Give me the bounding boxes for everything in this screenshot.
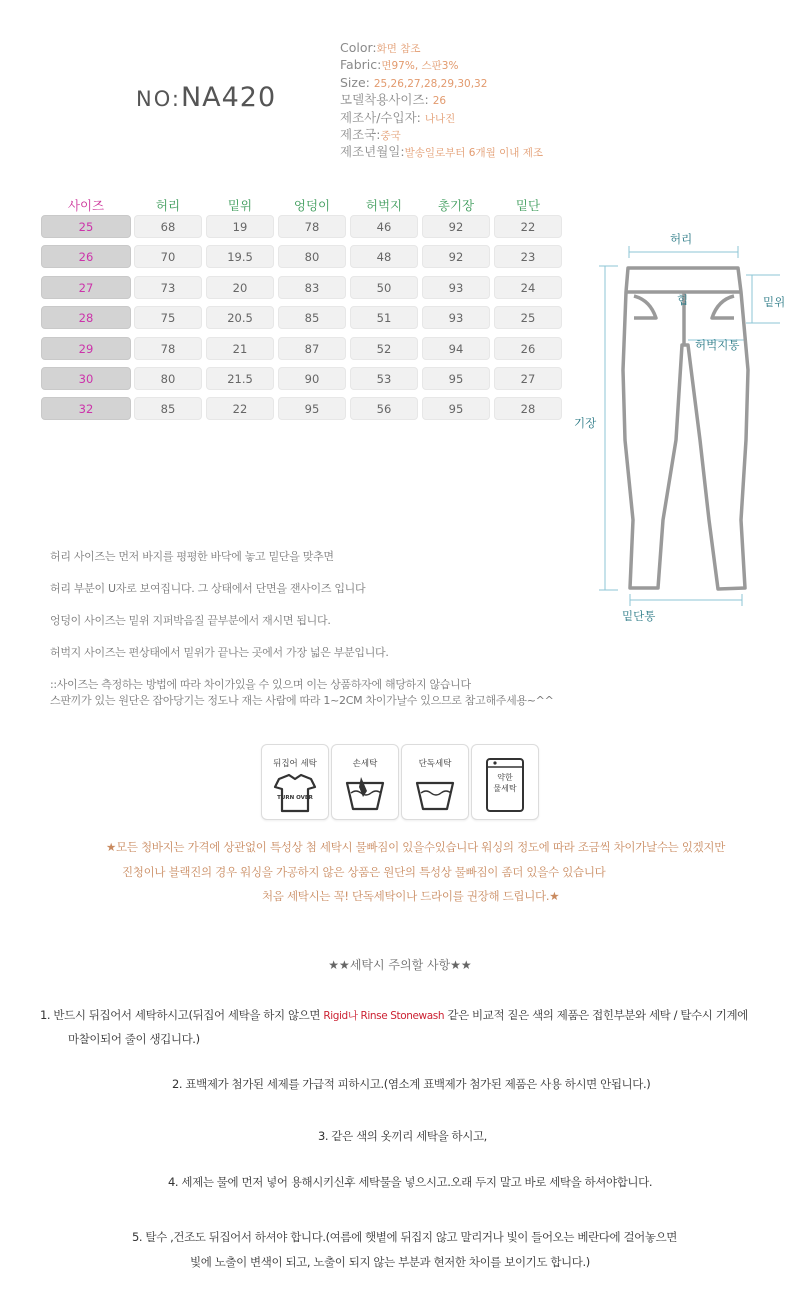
spec-manufacture-date: 제조년월일:발송일로부터 6개월 이내 제조 — [340, 144, 544, 160]
separate-wash-icon — [413, 773, 457, 813]
diagram-label-hem: 밑단통 — [622, 609, 656, 623]
cell-rise: 21.5 — [206, 367, 274, 390]
spec-country: 제조국:중국 — [340, 127, 401, 143]
disclaimer-line-2: 스판끼가 있는 원단은 잡아당기는 정도나 재는 사람에 따라 1~2CM 차이가날수 있으므로 참고해주세용~^^ — [50, 694, 554, 707]
cell-hip: 90 — [278, 367, 346, 390]
caution-rule-1: 1. 반드시 뒤집어서 세탁하시고(뒤집어 세탁을 하지 않으면 Rigid나 Rinse Stonewash 같은 비교적 짙은 색의 제품은 접힌부분와 세탁 / 탈수시 기계에 — [40, 1008, 748, 1022]
spec-model-size: 모델착용사이즈: 26 — [340, 92, 447, 108]
cell-rise: 20.5 — [206, 306, 274, 329]
cell-hip: 85 — [278, 306, 346, 329]
care-title: 뒤집어 세탁 — [273, 759, 317, 769]
cell-rise: 19.5 — [206, 245, 274, 268]
caution-rule-3: 3. 같은 색의 옷끼리 세탁을 하시고, — [318, 1129, 487, 1143]
caution-title: ★★세탁시 주의할 사항★★ — [328, 958, 472, 972]
cell-length: 94 — [422, 337, 490, 360]
diagram-label-hip: 힙 — [677, 293, 689, 307]
col-header-thigh: 허벅지 — [365, 198, 403, 213]
cell-thigh: 48 — [350, 245, 418, 268]
fabric-type-highlight: Rigid나 Rinse Stonewash — [323, 1010, 445, 1022]
col-header-hip: 엉덩이 — [293, 198, 331, 213]
cell-size: 26 — [41, 245, 131, 268]
care-icon-gentle-wash — [471, 744, 539, 820]
note-line-2: 허리 부분이 U자로 보여집니다. 그 상태에서 단면을 잰사이즈 입니다 — [50, 582, 366, 595]
diagram-label-rise: 밑위 — [763, 295, 786, 309]
cell-rise: 19 — [206, 215, 274, 238]
turn-over-sublabel: TURN OVER — [277, 795, 313, 801]
cell-thigh: 56 — [350, 397, 418, 420]
warning-line-1: ★모든 청바지는 가격에 상관없이 특성상 첨 세탁시 물빠짐이 있을수있습니다 워싱의 정도에 따라 조금씩 차이가날수는 있겠지만 — [106, 840, 726, 854]
length-dimension-line — [599, 266, 618, 590]
cell-size: 27 — [41, 276, 131, 299]
model-prefix: NO: — [136, 87, 181, 111]
cell-length: 92 — [422, 215, 490, 238]
cell-size: 28 — [41, 306, 131, 329]
cell-hip: 83 — [278, 276, 346, 299]
col-header-length: 총기장 — [437, 198, 475, 213]
cell-size: 25 — [41, 215, 131, 238]
gentle-wash-text: 약한 물세탁 — [493, 773, 517, 793]
hem-dimension-line — [630, 594, 742, 606]
col-header-hem: 밑단 — [515, 198, 541, 213]
waist-dimension-line — [629, 246, 738, 258]
cell-rise: 22 — [206, 397, 274, 420]
disclaimer-line-1: ::사이즈는 측정하는 방법에 따라 차이가있을 수 있으며 이는 상품하자에 해당하지 않습니다 — [50, 678, 471, 691]
caution-rule-5: 5. 탈수 ,건조도 뒤집어서 하셔야 합니다.(여름에 햇볕에 뒤집지 않고 말리거나 빛이 들어오는 베란다에 걸어놓으면 — [132, 1230, 677, 1244]
cell-waist: 73 — [134, 276, 202, 299]
cell-thigh: 50 — [350, 276, 418, 299]
cell-hip: 95 — [278, 397, 346, 420]
warning-line-2: 진청이나 블랙진의 경우 워싱을 가공하지 않은 상품은 원단의 특성상 물빠짐이 좀더 있을수 있습니다 — [122, 865, 606, 879]
note-line-4: 허벅지 사이즈는 편상태에서 밑위가 끝나는 곳에서 가장 넓은 부분입니다. — [50, 646, 389, 659]
cell-hem: 24 — [494, 276, 562, 299]
spec-list — [340, 40, 543, 162]
spec-manufacturer: 제조사/수입자: 나나진 — [340, 109, 456, 125]
hand-wash-icon — [343, 773, 387, 813]
cell-thigh: 46 — [350, 215, 418, 238]
diagram-label-length: 기장 — [574, 416, 597, 430]
spec-size: Size: 25,26,27,28,29,30,32 — [340, 74, 488, 90]
diagram-label-thigh: 허벅지통 — [695, 338, 740, 352]
cell-hip: 80 — [278, 245, 346, 268]
cell-thigh: 52 — [350, 337, 418, 360]
pants-outline — [623, 268, 748, 589]
care-title: 단독세탁 — [418, 759, 452, 769]
spec-fabric: Fabric:면97%, 스판3% — [340, 57, 459, 73]
diagram-label-waist: 허리 — [670, 232, 693, 246]
turn-over-shirt-icon — [273, 773, 317, 813]
cell-hem: 26 — [494, 337, 562, 360]
caution-rule-4: 4. 세제는 물에 먼저 넣어 용해시키신후 세탁물을 넣으시고.오래 두지 말고 바로 세탁을 하셔야합니다. — [168, 1175, 653, 1189]
cell-waist: 75 — [134, 306, 202, 329]
cell-hip: 78 — [278, 215, 346, 238]
warning-line-3: 처음 세탁시는 꼭! 단독세탁이나 드라이를 권장해 드립니다.★ — [262, 889, 560, 903]
cell-hip: 87 — [278, 337, 346, 360]
cell-hem: 25 — [494, 306, 562, 329]
cell-waist: 78 — [134, 337, 202, 360]
col-header-rise: 밑위 — [227, 198, 253, 213]
caution-rule-2: 2. 표백제가 첨가된 세제를 가급적 피하시고.(염소계 표백제가 첨가된 제품은 사용 하시면 안됩니다.) — [172, 1077, 651, 1091]
cell-waist: 85 — [134, 397, 202, 420]
cell-size: 30 — [41, 367, 131, 390]
cell-length: 93 — [422, 306, 490, 329]
pants-measurement-diagram — [580, 224, 790, 634]
care-icon-hand-wash — [331, 744, 399, 820]
caution-rule-5-cont: 빛에 노출이 변색이 되고, 노출이 되지 않는 부분과 현저한 차이를 보이기도 합니다.) — [190, 1255, 590, 1269]
col-header-waist: 허리 — [155, 198, 181, 213]
cell-waist: 80 — [134, 367, 202, 390]
note-line-3: 엉덩이 사이즈는 밑위 지퍼박음질 끝부분에서 재시면 됩니다. — [50, 614, 331, 627]
cell-rise: 21 — [206, 337, 274, 360]
cell-hem: 22 — [494, 215, 562, 238]
cell-thigh: 53 — [350, 367, 418, 390]
cell-length: 93 — [422, 276, 490, 299]
care-icon-turn-over — [261, 744, 329, 820]
cell-length: 95 — [422, 367, 490, 390]
cell-hem: 23 — [494, 245, 562, 268]
cell-hem: 27 — [494, 367, 562, 390]
cell-length: 95 — [422, 397, 490, 420]
model-code: NA420 — [180, 82, 277, 113]
note-line-1: 허리 사이즈는 먼저 바지를 평평한 바닥에 놓고 밑단을 맞추면 — [50, 550, 334, 563]
care-title: 손세탁 — [352, 759, 378, 769]
model-number — [136, 82, 276, 113]
spec-color: Color:화면 참조 — [340, 40, 421, 55]
cell-hem: 28 — [494, 397, 562, 420]
col-header-size: 사이즈 — [67, 198, 105, 213]
cell-waist: 68 — [134, 215, 202, 238]
care-icon-separate-wash — [401, 744, 469, 820]
cell-size: 29 — [41, 337, 131, 360]
cell-size: 32 — [41, 397, 131, 420]
cell-waist: 70 — [134, 245, 202, 268]
cell-rise: 20 — [206, 276, 274, 299]
cell-length: 92 — [422, 245, 490, 268]
caution-rule-1-cont: 마찰이되어 줄이 생깁니다.) — [68, 1032, 200, 1046]
cell-thigh: 51 — [350, 306, 418, 329]
